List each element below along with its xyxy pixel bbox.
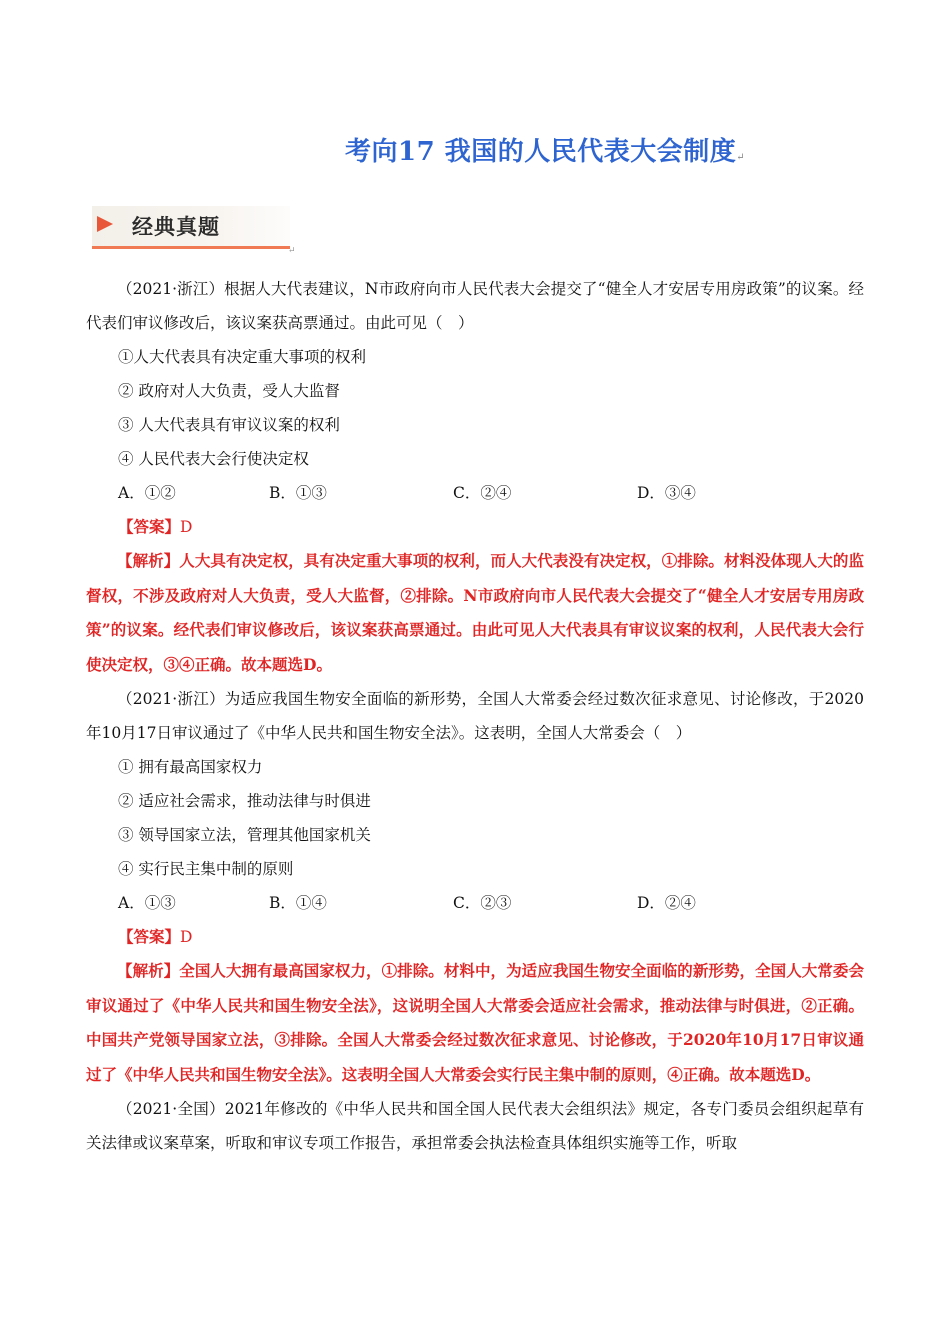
option-b: B．①④ [269,894,327,912]
question-2-options [86,886,864,920]
question-1-item-1: ①人大代表具有决定重大事项的权利 [118,348,367,366]
option-d: D．③④ [637,484,696,502]
paragraph-mark: ↵ [288,246,296,256]
question-1-item-4: ④ 人民代表大会行使决定权 [118,450,309,468]
answer-value: D [180,518,193,536]
answer-label: 【答案】 [118,517,181,536]
section-banner-label: 经典真题 [132,215,220,239]
question-2-answer [86,920,864,954]
question-1-analysis [86,544,864,682]
question-2-item-4: ④ 实行民主集中制的原则 [118,860,294,878]
analysis-label: 【解析】 [117,551,180,570]
question-2-item-2: ② 适应社会需求，推动法律与时俱进 [118,792,371,810]
question-2-item-3: ③ 领导国家立法，管理其他国家机关 [118,826,371,844]
question-2-item-1: ① 拥有最高国家权力 [118,758,263,776]
option-d: D．②④ [637,894,696,912]
question-1-answer [86,510,864,544]
option-c: C．②④ [453,484,512,502]
question-1-item-3: ③ 人大代表具有审议议案的权利 [118,416,340,434]
answer-label: 【答案】 [118,927,181,946]
option-c: C．②③ [453,894,512,912]
option-a: A．①② [118,484,176,502]
question-1-stem: （2021·浙江）根据人大代表建议，N市政府向市人民代表大会提交了“健全人才安居专用房政策”的议案。经代表们审议修改后，该议案获高票通过。由此可见（ ） [86,280,864,332]
analysis-text: 人大具有决定权，具有决定重大事项的权利，而人大代表没有决定权，①排除。材料没体现人大的监督权，不涉及政府对人大负责，受人大监督，②排除。N市政府向市人民代表大会提交了“健全人才安居专用房政策”的议案。经代表们审议修改后，该议案获高票通过。由此可见人大代表具有审议议案的权利，人民代表大会行使决定权，③④正确。故本题选D。 [86,551,864,674]
option-a: A．①③ [118,894,176,912]
section-banner [92,206,290,249]
question-3-stem: （2021·全国）2021年修改的《中华人民共和国全国人民代表大会组织法》规定，各专门委员会组织起草有关法律或议案草案，听取和审议专项工作报告，承担常委会执法检查具体组织实施等工作，听取 [86,1100,864,1152]
document-body [86,272,864,1160]
page-title: 考向17 我国的人民代表大会制度↵ [345,137,746,167]
option-b: B．①③ [269,484,327,502]
analysis-label: 【解析】 [117,961,180,980]
question-2-stem: （2021·浙江）为适应我国生物安全面临的新形势，全国人大常委会经过数次征求意见、讨论修改，于2020年10月17日审议通过了《中华人民共和国生物安全法》。这表明，全国人大常委会（ ） [86,690,864,742]
question-1-item-2: ② 政府对人大负责，受人大监督 [118,382,340,400]
analysis-text: 全国人大拥有最高国家权力，①排除。材料中，为适应我国生物安全面临的新形势，全国人大常委会审议通过了《中华人民共和国生物安全法》，这说明全国人大常委会适应社会需求，推动法律与时俱进，②正确。中国共产党领导国家立法，③排除。全国人大常委会经过数次征求意见、讨论修改，于2020年10月17日审议通过了《中华人民共和国生物安全法》。这表明全国人大常委会实行民主集中制的原则，④正确。故本题选D。 [86,961,864,1084]
answer-value: D [180,928,193,946]
question-1-options [86,476,864,510]
arrow-icon [97,216,113,232]
question-2-analysis [86,954,864,1092]
